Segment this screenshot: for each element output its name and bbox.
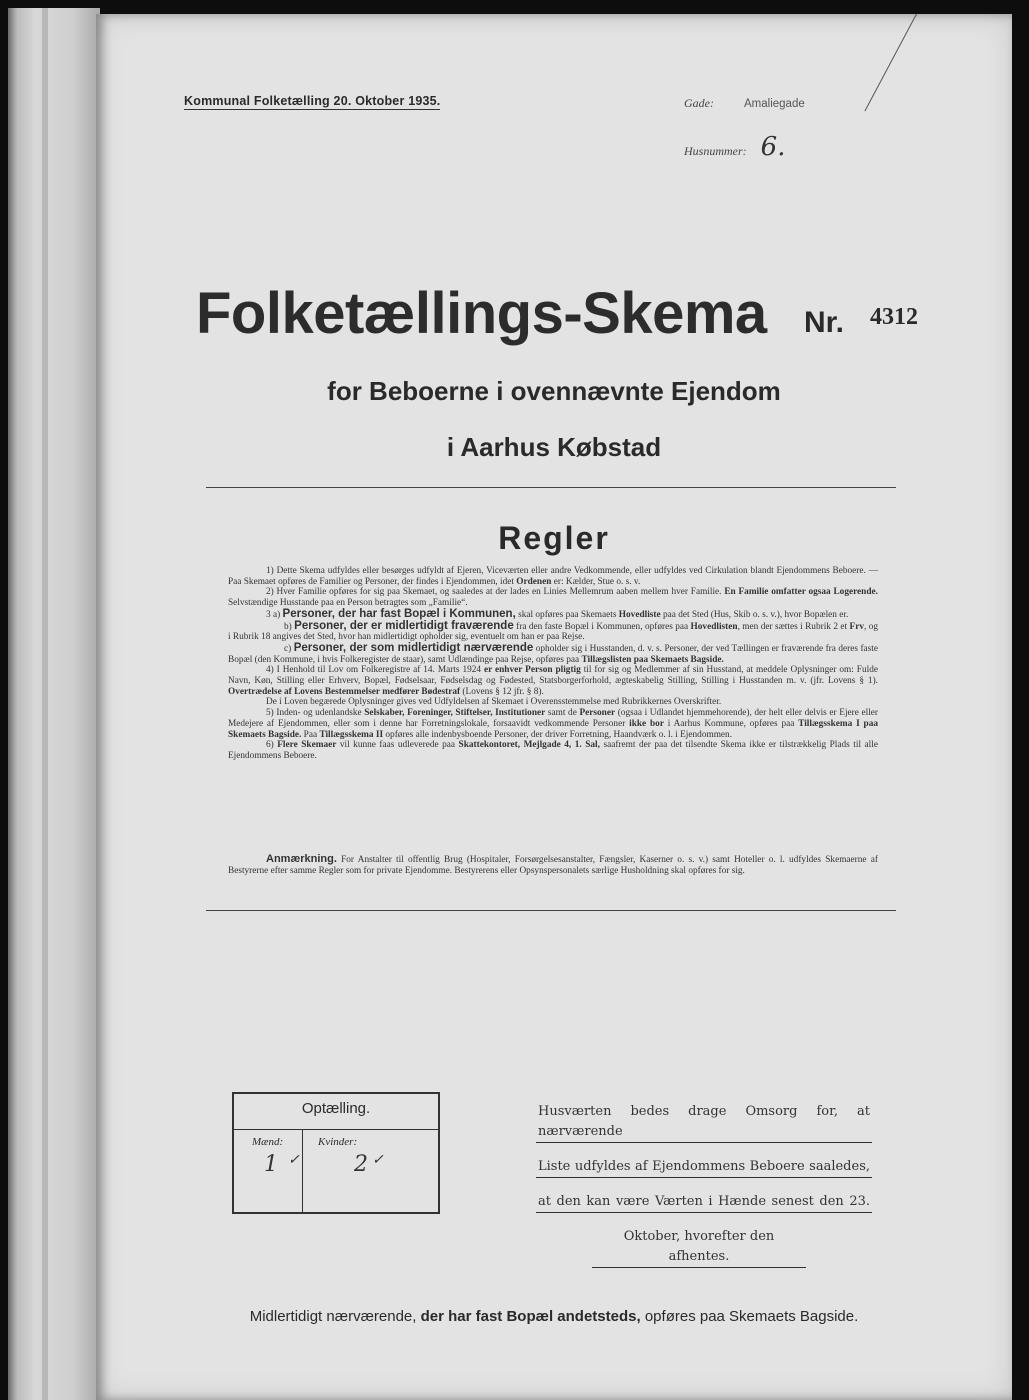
- notice-line-2: Liste udfyldes af Ejendommens Beboere saaledes,: [536, 1157, 872, 1178]
- kvinder-count: 2 ✓: [354, 1152, 384, 1177]
- anmaerkning-text: For Anstalter til offentlig Brug (Hospitaler, Forsørgelsesanstalter, Fængsler, Kaserner o. s. v.) samt Hoteller o. l. udfyldes Skemaerne af Bestyrerne efter samme Regler som for private Ejendomme. Bestyrerens eller Opsynspersonalets særlige Husholdning skal opføres for sig.: [228, 855, 878, 876]
- spine-fold: [42, 8, 48, 1400]
- anmaerkning-note: [228, 854, 878, 876]
- notice-line-1: Husværten bedes drage Omsorg for, at nærværende: [536, 1102, 872, 1143]
- notice-line-4: Oktober, hvorefter den afhentes.: [592, 1227, 806, 1268]
- rules-heading: Regler: [498, 520, 610, 556]
- optaelling-column-divider: [302, 1129, 303, 1212]
- rule-6: 6) Flere Skemaer vil kunne faas udleverede paa Skattekontoret, Mejlgade 4, 1. Sal, saafremt der paa det tilsendte Skema ikke er tilstrækkelig Plads til alle Ejendommens Beboere.: [228, 740, 878, 761]
- husnummer-field: [684, 132, 785, 162]
- form-title: Folketællings-Skema: [196, 281, 767, 346]
- notice-line-3: at den kan være Værten i Hænde senest den 23.: [536, 1192, 872, 1213]
- check-mark-icon: ✓: [372, 1152, 384, 1168]
- rule-1: 1) Dette Skema udfyldes eller besørges udfyldt af Ejeren, Viceværten eller andre Vedkommende, eller udfyldes ved Cirkulation blandt Ejendommens Beboere. — Paa Skemaet opføres de Familier og Personer, der findes i Ejendommen, idet Ordenen er: Kælder, Stue o. s. v.: [228, 566, 878, 587]
- husnummer-value: 6.: [760, 132, 786, 162]
- census-header: Kommunal Folketælling 20. Oktober 1935.: [184, 94, 441, 108]
- rule-5: 5) Inden- og udenlandske Selskaber, Foreninger, Stiftelser, Institutioner samt de Personer (ogsaa i Udlandet hjemmehorende), der helt eller delvis er Ejere eller Medejere af Ejendommen, eller som i denne har Forretningslokale, forsaavidt vedkommende Personer ikke bor i Aarhus Kommune, opføres paa Tillægsskema I paa Skemaets Bagside. Paa Tillægsskema II opføres alle indenbysboende Personer, der driver Forretning, Haandværk o. l. i Ejendommen.: [228, 708, 879, 740]
- rule-3b: b) Personer, der er midlertidigt fraværende fra den faste Bopæl i Kommunen, opføres paa Hovedlisten, men der sættes i Rubrik 2 et Frv, og i Rubrik 18 angives det Sted, hvor han midlertidigt opholder sig, eventuelt om han er paa Rejse.: [228, 619, 879, 643]
- kvinder-label: Kvinder:: [318, 1136, 358, 1148]
- maend-label: Mænd:: [252, 1136, 284, 1148]
- divider-top: [206, 487, 896, 488]
- check-mark-icon: ✓: [288, 1152, 300, 1168]
- optaelling-box: [232, 1092, 440, 1214]
- divider-bottom: [206, 910, 896, 911]
- subtitle-aarhus: i Aarhus Købstad: [446, 432, 662, 462]
- footer-note: Midlertidigt nærværende, der har fast Bopæl andetsteds, opføres paa Skemaets Bagside.: [249, 1308, 859, 1325]
- optaelling-title: Optælling.: [301, 1100, 371, 1117]
- gade-field: [684, 94, 805, 112]
- anmaerkning-label: Anmærkning.: [266, 853, 337, 865]
- gade-label: Gade:: [684, 96, 714, 110]
- optaelling-divider: [234, 1129, 438, 1130]
- rule-4-note: De i Loven begærede Oplysninger gives ved Udfyldelsen af Skemaet i Overensstemmelse med Rubrikkernes Overskrifter.: [266, 697, 722, 708]
- census-form-page: [96, 14, 1012, 1400]
- pencil-mark: [864, 14, 917, 112]
- maend-count: 1 ✓: [264, 1152, 300, 1177]
- rules-text: [228, 566, 878, 762]
- nr-label: Nr.: [804, 306, 845, 339]
- rule-4: 4) I Henhold til Lov om Folkeregistre af 14. Marts 1924 er enhver Person pligtig til for sig og Medlemmer af sin Husstand, at meddele Oplysninger om: Fulde Navn, Køn, Stilling eller Erhverv, Bopæl, Fødselsaar, Fødselsdag og Fødested, Statsborgerforhold, ægteskabelig Stilling, Stilling i Husstanden m. v. (jfr. Lovens § 1). Overtrædelse af Lovens Bestemmelser medfører Bødestraf (Lovens § 12 jfr. § 8).: [228, 665, 878, 697]
- subtitle-beboerne: for Beboerne i ovennævnte Ejendom: [327, 376, 781, 406]
- binder-spine: [8, 8, 100, 1400]
- form-number: 4312: [870, 304, 918, 330]
- gade-value: Amaliegade: [744, 98, 805, 110]
- rule-2: 2) Hver Familie opføres for sig paa Skemaet, og saaledes at der lades en Linies Mellemrum aaben mellem hver Familie. En Familie omfatter ogsaa Logerende. Selvstændige Husstande paa en Person betragtes som „Familie“.: [228, 587, 878, 609]
- rule-3a: 3 a) Personer, der har fast Bopæl i Kommunen, skal opføres paa Skemaets Hovedliste paa det Sted (Hus, Skib o. s. v.), hvor Bopælen er.: [266, 607, 849, 620]
- husnummer-label: Husnummer:: [684, 144, 747, 158]
- landlord-notice: [536, 1102, 872, 1282]
- rule-3c: c) Personer, der som midlertidigt nærværende opholder sig i Husstanden, d. v. s. Personer, der ved Tællingen er fraværende fra deres faste Bopæl (den Kommune, i hvis Folkeregister de staar), samt Udlændinge paa Rejse, opføres paa Tillægslisten paa Skemaets Bagside.: [228, 641, 879, 665]
